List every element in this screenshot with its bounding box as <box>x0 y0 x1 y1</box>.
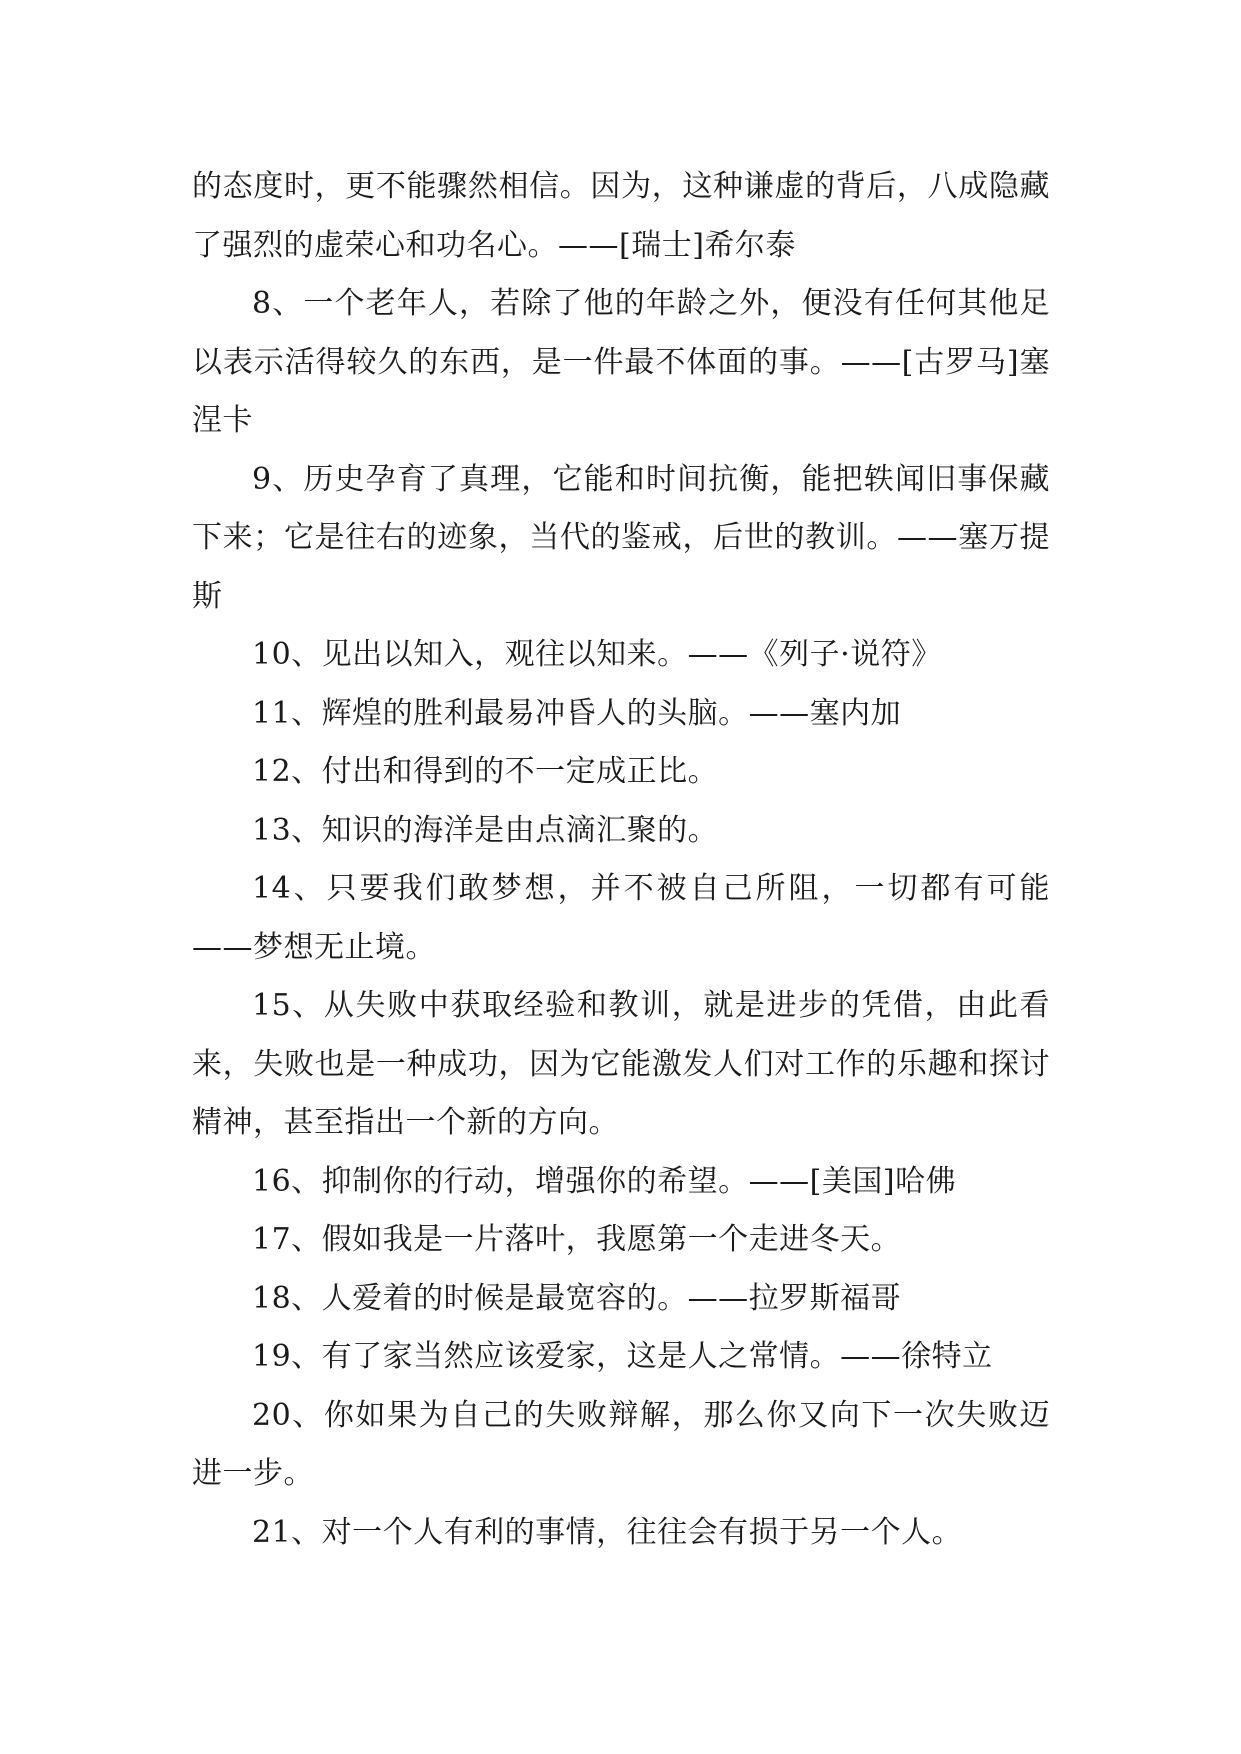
paragraph-12: 12、付出和得到的不一定成正比。 <box>252 754 719 789</box>
paragraph-11: 11、辉煌的胜利最易冲昏人的头脑。——塞内加 <box>252 695 902 731</box>
paragraph-21: 21、对一个人有利的事情，往往会有损于另一个人。 <box>252 1514 963 1550</box>
paragraph-19: 19、有了家当然应该爱家，这是人之常情。——徐特立 <box>252 1339 993 1374</box>
paragraph-8: 8、一个老年人，若除了他的年龄之外，便没有任何其他足以表示活得较久的东西，是一件最不体面的事。——[古罗马]塞涅卡 <box>192 286 1050 438</box>
paragraph-13: 13、知识的海洋是由点滴汇聚的。 <box>252 812 719 848</box>
paragraph-9: 9、历史孕育了真理，它能和时间抗衡，能把轶闻旧事保藏下来；它是往右的迹象，当代的鉴戒，后世的教训。——塞万提斯 <box>192 461 1050 614</box>
paragraph-14: 14、只要我们敢梦想，并不被自己所阻，一切都有可能——梦想无止境。 <box>192 871 1050 965</box>
paragraph-15: 15、从失败中获取经验和教训，就是进步的凭借，由此看来，失败也是一种成功，因为它能激发人们对工作的乐趣和探讨精神，甚至指出一个新的方向。 <box>192 988 1050 1140</box>
paragraph-0: 的态度时，更不能骤然相信。因为，这种谦虚的背后，八成隐藏了强烈的虚荣心和功名心。——[瑞士]希尔泰 <box>192 169 1050 263</box>
document-body <box>192 158 1050 1562</box>
paragraph-20: 20、你如果为自己的失败辩解，那么你又向下一次失败迈进一步。 <box>192 1397 1050 1491</box>
paragraph-10: 10、见出以知入，观往以知来。——《列子·说符》 <box>252 637 942 672</box>
paragraph-16: 16、抑制你的行动，增强你的希望。——[美国]哈佛 <box>252 1163 957 1199</box>
paragraph-17: 17、假如我是一片落叶，我愿第一个走进冬天。 <box>252 1222 902 1257</box>
paragraph-18: 18、人爱着的时候是最宽容的。——拉罗斯福哥 <box>252 1280 902 1316</box>
